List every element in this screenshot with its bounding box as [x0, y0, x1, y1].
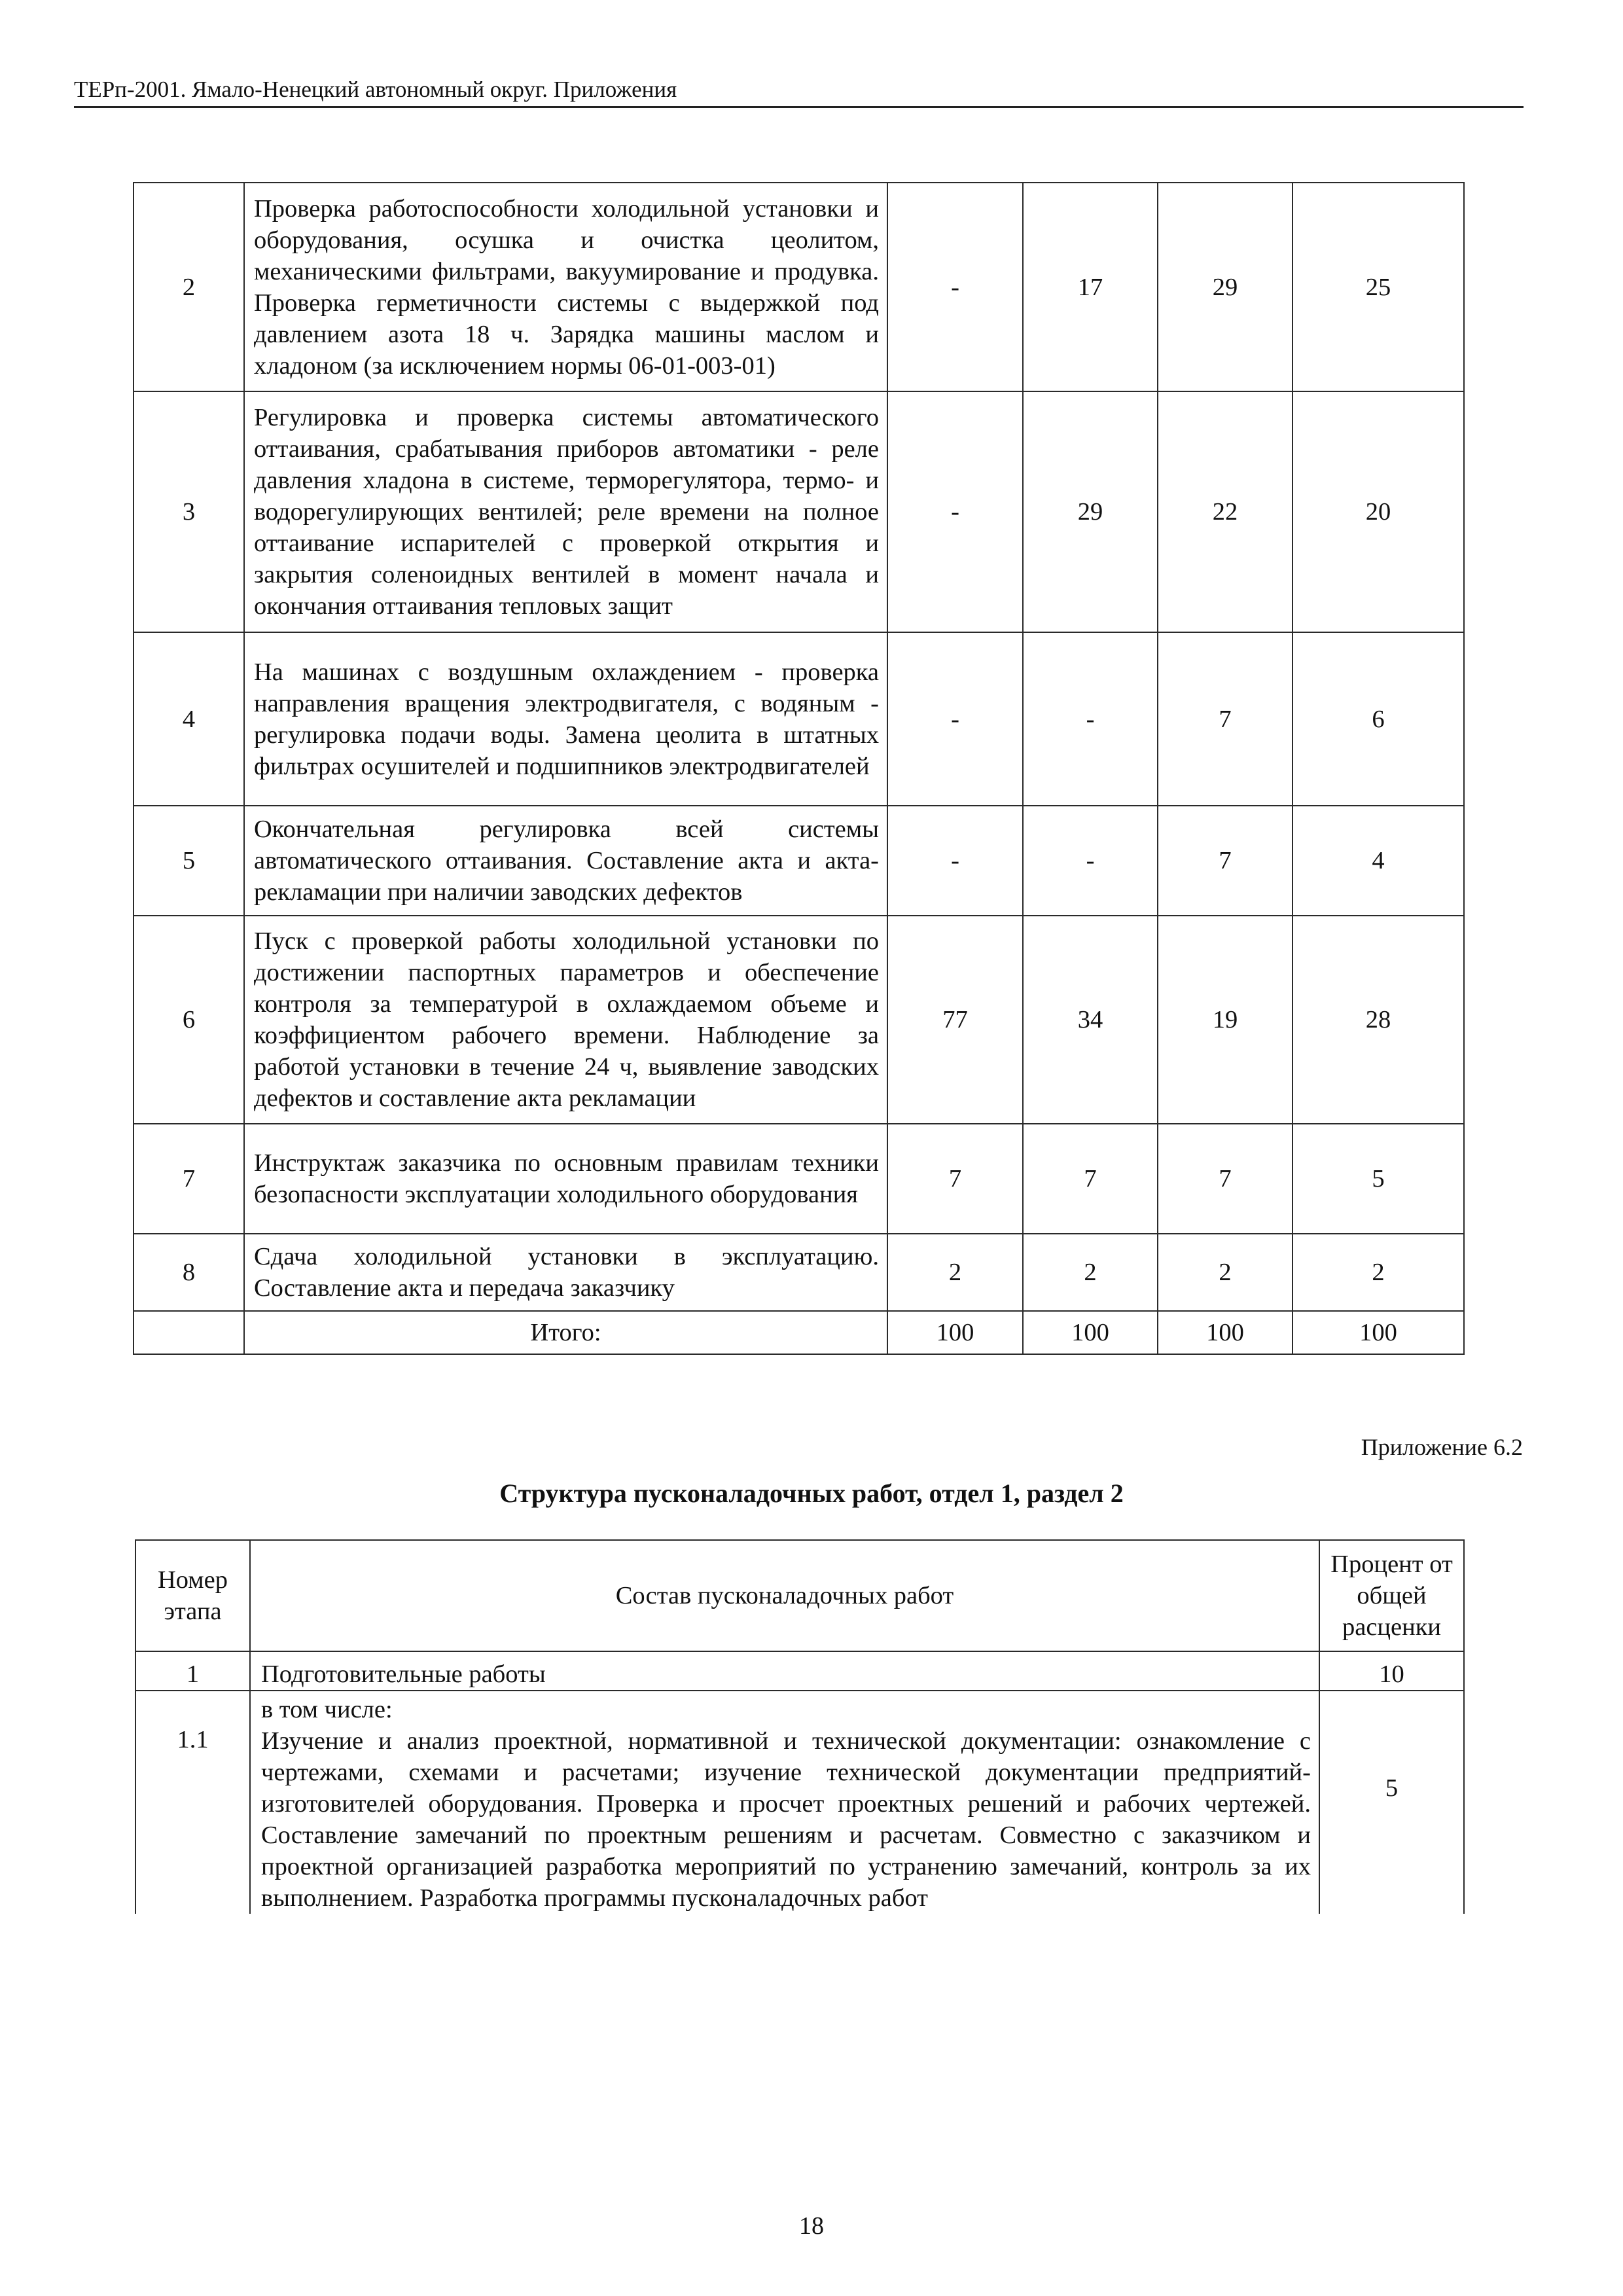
header-work-composition: Состав пусконаладочных работ — [250, 1540, 1319, 1651]
value-cell: 25 — [1293, 183, 1464, 391]
value-cell: 77 — [887, 916, 1023, 1124]
table-row — [134, 632, 1464, 806]
table-row — [135, 1691, 1464, 1914]
value-cell: - — [887, 632, 1023, 806]
stage-percent: 5 — [1319, 1691, 1464, 1914]
stage-number: 4 — [134, 632, 244, 806]
stage-description: Регулировка и проверка системы автоматического оттаивания, срабатывания приборов автоматики - реле давления хладона в системе, терморегулятора, термо- и водорегулирующих вентилей; реле времени на полное оттаивание испарителей с проверкой открытия и закрытия соленоидных вентилей в момент начала и окончания оттаивания тепловых защит — [244, 391, 887, 632]
value-cell: 7 — [1158, 1124, 1293, 1234]
value-cell: 20 — [1293, 391, 1464, 632]
value-cell: 7 — [1158, 632, 1293, 806]
table-row — [134, 183, 1464, 391]
total-row — [134, 1311, 1464, 1354]
total-cell: 100 — [1293, 1311, 1464, 1354]
total-cell: 100 — [887, 1311, 1023, 1354]
stage-description: Пуск с проверкой работы холодильной установки по достижении паспортных параметров и обеспечение контроля за температурой в охлаждаемом объеме и коэффициентом рабочего времени. Наблюдение за работой установки в течение 24 ч, выявление заводских дефектов и составление акта рекламации — [244, 916, 887, 1124]
value-cell: 2 — [1158, 1234, 1293, 1311]
stage-number: 3 — [134, 391, 244, 632]
value-cell: - — [887, 391, 1023, 632]
stage-number: 1.1 — [135, 1691, 250, 1914]
value-cell: - — [887, 806, 1023, 916]
running-header: ТЕРп-2001. Ямало-Ненецкий автономный округ. Приложения — [74, 73, 1524, 108]
value-cell: 2 — [887, 1234, 1023, 1311]
total-cell: 100 — [1023, 1311, 1158, 1354]
stage-number: 8 — [134, 1234, 244, 1311]
table-row — [134, 1234, 1464, 1311]
total-label: Итого: — [244, 1311, 887, 1354]
stage-description: Сдача холодильной установки в эксплуатацию. Составление акта и передача заказчику — [244, 1234, 887, 1311]
table-row — [134, 1124, 1464, 1234]
value-cell: 17 — [1023, 183, 1158, 391]
table-row — [134, 916, 1464, 1124]
table-row — [134, 806, 1464, 916]
value-cell: 7 — [1158, 806, 1293, 916]
total-cell: 100 — [1158, 1311, 1293, 1354]
value-cell: 7 — [887, 1124, 1023, 1234]
value-cell: - — [1023, 632, 1158, 806]
section-title: Структура пусконаладочных работ, отдел 1, раздел 2 — [499, 1479, 1124, 1508]
header-stage-number: Номер этапа — [135, 1540, 250, 1651]
including-label: в том числе: — [261, 1696, 393, 1723]
value-cell: 7 — [1023, 1124, 1158, 1234]
stage-number: 6 — [134, 916, 244, 1124]
stage-description: Подготовительные работы — [250, 1651, 1319, 1691]
value-cell: - — [1023, 806, 1158, 916]
page-number: 18 — [799, 2212, 824, 2240]
value-cell: 19 — [1158, 916, 1293, 1124]
value-cell: 29 — [1158, 183, 1293, 391]
value-cell: - — [887, 183, 1023, 391]
value-cell: 6 — [1293, 632, 1464, 806]
header-percent: Процент от общей расценки — [1319, 1540, 1464, 1651]
table-row — [134, 391, 1464, 632]
value-cell: 22 — [1158, 391, 1293, 632]
value-cell: 4 — [1293, 806, 1464, 916]
stage-description — [250, 1691, 1319, 1914]
stage-description: На машинах с воздушным охлаждением - проверка направления вращения электродвигателя, с водяным - регулировка подачи воды. Замена цеолита в штатных фильтрах осушителей и подшипников электродвигателей — [244, 632, 887, 806]
stage-description: Проверка работоспособности холодильной установки и оборудования, осушка и очистка цеолитом, механическими фильтрами, вакуумирование и продувка. Проверка герметичности системы с выдержкой под давлением азота 18 ч. Зарядка машины маслом и хладоном (за исключением нормы 06-01-003-01) — [244, 183, 887, 391]
appendix-label: Приложение 6.2 — [1361, 1434, 1523, 1460]
stage-number: 7 — [134, 1124, 244, 1234]
value-cell: 2 — [1293, 1234, 1464, 1311]
stage-text: Изучение и анализ проектной, нормативной и технической документации: ознакомление с чертежами, схемами и расчетами; изучение технической документации предприятий-изготовителей оборудования. Проверка и просчет проектных решений и рабочих чертежей. Составление замечаний по проектным решениям и расчетам. Совместно с заказчиком и проектной организацией разработка мероприятий по устранению замечаний, контроль за их выполнением. Разработка программы пусконаладочных работ — [261, 1727, 1311, 1912]
table-row — [135, 1651, 1464, 1691]
stage-number: 2 — [134, 183, 244, 391]
empty-cell — [134, 1311, 244, 1354]
value-cell: 28 — [1293, 916, 1464, 1124]
value-cell: 2 — [1023, 1234, 1158, 1311]
value-cell: 34 — [1023, 916, 1158, 1124]
structure-table — [135, 1539, 1465, 1914]
value-cell: 5 — [1293, 1124, 1464, 1234]
stage-number: 5 — [134, 806, 244, 916]
stage-description: Окончательная регулировка всей системы автоматического оттаивания. Составление акта и акта-рекламации при наличии заводских дефектов — [244, 806, 887, 916]
stages-table — [133, 182, 1465, 1355]
value-cell: 29 — [1023, 391, 1158, 632]
stage-percent: 10 — [1319, 1651, 1464, 1691]
table-header-row — [135, 1540, 1464, 1651]
stage-number: 1 — [135, 1651, 250, 1691]
stage-description: Инструктаж заказчика по основным правилам техники безопасности эксплуатации холодильного оборудования — [244, 1124, 887, 1234]
